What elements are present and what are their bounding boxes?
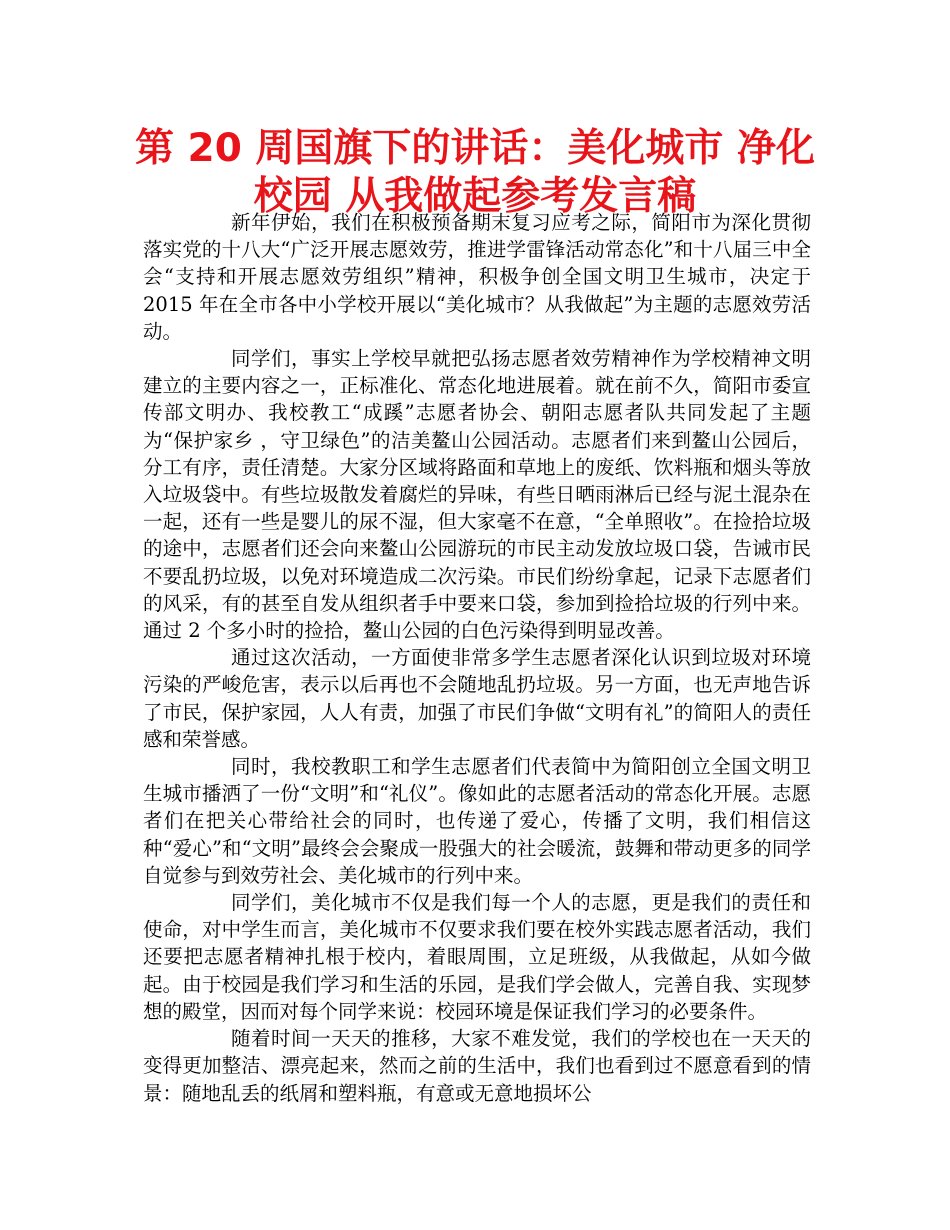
paragraph: 同学们，事实上学校早就把弘扬志愿者效劳精神作为学校精神文明建立的主要内容之一，正标准化、常态化地进展着。就在前不久，简阳市委宣传部文明办、我校教工“成蹊”志愿者协会、朝阳志愿者队共同发起了主题为“保护家乡 ，守卫绿色”的洁美鳌山公园活动。志愿者们来到鳌山公园后，分工有序，责任清楚。大家分区域将路面和草地上的废纸、饮料瓶和烟头等放入垃圾袋中。有些垃圾散发着腐烂的异味，有些日晒雨淋后已经与泥土混杂在一起，还有一些是婴儿的尿不湿，但大家毫不在意，“全单照收”。在捡拾垃圾的途中，志愿者们还会向来鳌山公园游玩的市民主动发放垃圾口袋，告诫市民不要乱扔垃圾，以免对环境造成二次污染。市民们纷纷拿起，记录下志愿者们的风采，有的甚至自发从组织者手中要来口袋，参加到捡拾垃圾的行列中来。通过 2 个多小时的捡拾，鳌山公园的白色污染得到明显改善。 bbox=[143, 347, 811, 643]
paragraph: 新年伊始，我们在积极预备期末复习应考之际，简阳市为深化贯彻落实党的十八大“广泛开展志愿效劳，推进学雷锋活动常态化”和十八届三中全会“支持和开展志愿效劳组织”精神，积极争创全国文明卫生城市，决定于 2015 年在全市各中小学校开展以“美化城市？从我做起”为主题的志愿效劳活动。 bbox=[143, 211, 811, 343]
paragraph: 同时，我校教职工和学生志愿者们代表简中为简阳创立全国文明卫生城市播洒了一份“文明”和“礼仪”。像如此的志愿者活动的常态化开展。志愿者们在把关心带给社会的同时，也传递了爱心，传播了文明，我们相信这种“爱心”和“文明”最终会会聚成一股强大的社会暖流，鼓舞和带动更多的同学自觉参与到效劳社会、美化城市的行列中来。 bbox=[143, 755, 811, 887]
paragraph: 同学们，美化城市不仅是我们每一个人的志愿，更是我们的责任和使命，对中学生而言，美化城市不仅要求我们要在校外实践志愿者活动，我们还要把志愿者精神扎根于校内，着眼周围，立足班级，从我做起，从如今做起。由于校园是我们学习和生活的乐园，是我们学会做人，完善自我、实现梦想的殿堂，因而对每个同学来说：校园环境是保证我们学习的必要条件。 bbox=[143, 891, 811, 1023]
document-title: 第 20 周国旗下的讲话：美化城市 净化校园 从我做起参考发言稿 bbox=[134, 126, 815, 219]
paragraph: 随着时间一天天的推移，大家不难发觉，我们的学校也在一天天的变得更加整洁、漂亮起来，然而之前的生活中，我们也看到过不愿意看到的情景：随地乱丢的纸屑和塑料瓶，有意或无意地损坏公 bbox=[143, 1027, 811, 1105]
paragraph: 通过这次活动，一方面使非常多学生志愿者深化认识到垃圾对环境污染的严峻危害，表示以后再也不会随地乱扔垃圾。另一方面，也无声地告诉了市民，保护家园，人人有责，加强了市民们争做“文明有礼”的简阳人的责任感和荣誉感。 bbox=[143, 646, 811, 751]
document-body bbox=[143, 209, 811, 1107]
